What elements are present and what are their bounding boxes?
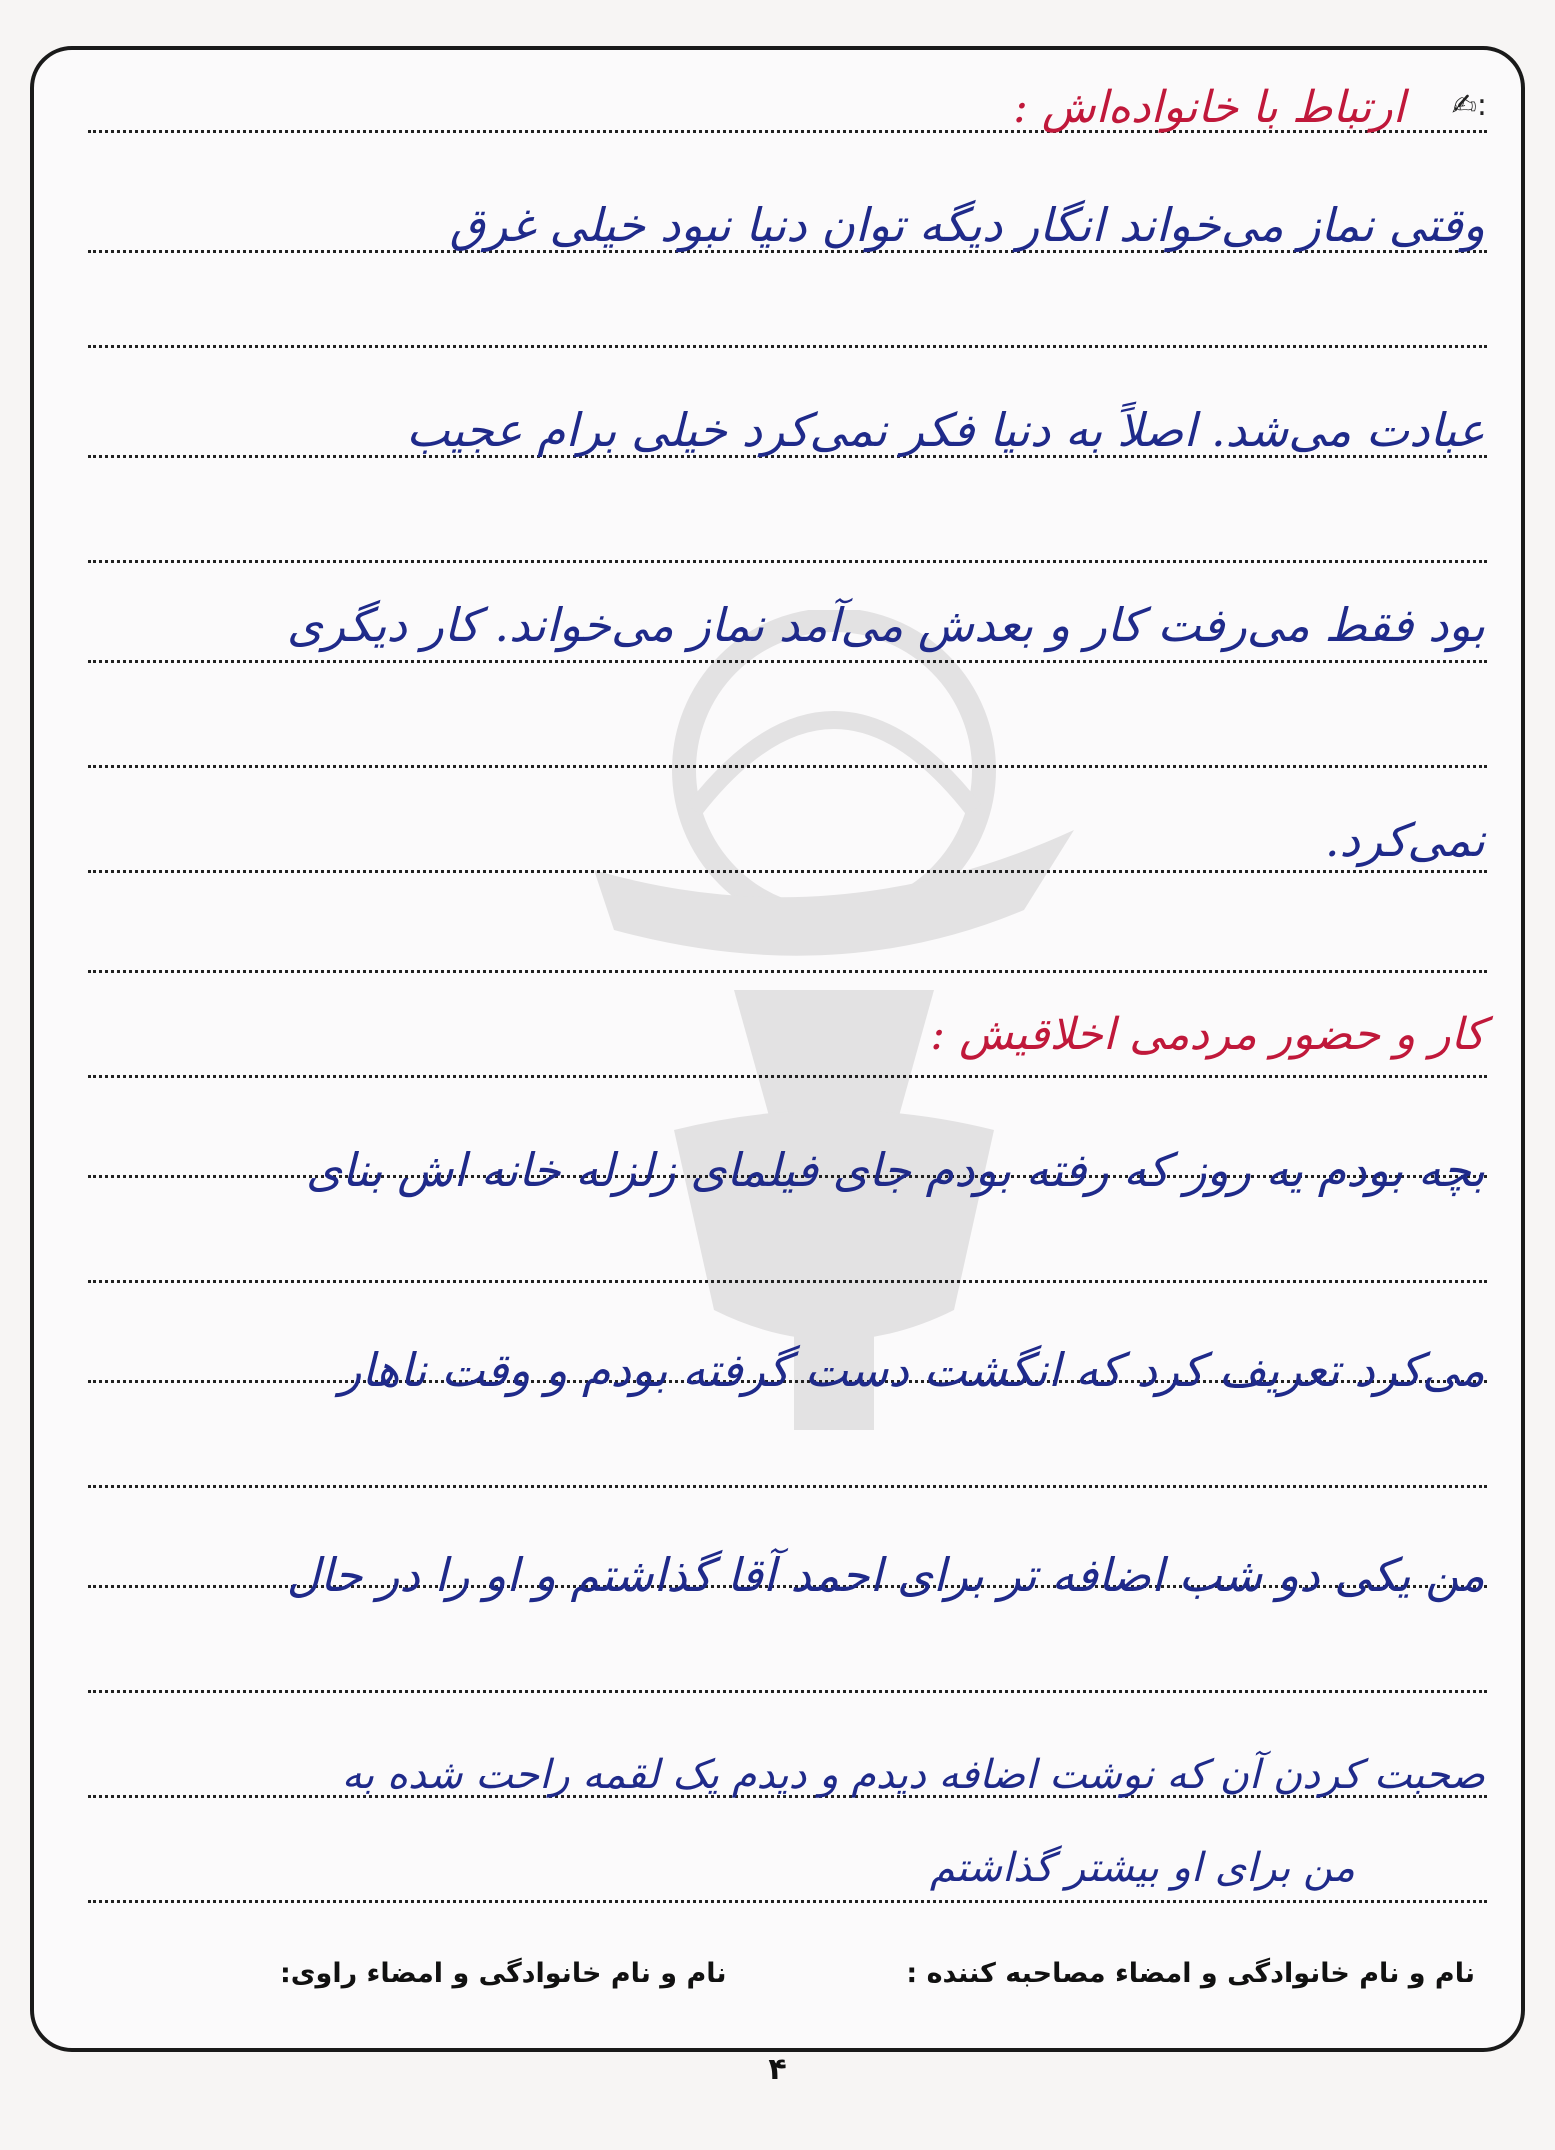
interviewer-signature-label: نام و نام خانوادگی و امضاء مصاحبه کننده : [906, 1958, 1475, 1989]
ruled-line [88, 660, 1487, 663]
ruled-line [88, 1900, 1487, 1903]
ruled-line [88, 765, 1487, 768]
pen-icon: ✍: [1451, 88, 1487, 123]
ruled-line [88, 1075, 1487, 1078]
ruled-line [88, 345, 1487, 348]
handwritten-line: وقتی نماز می‌خواند انگار دیگه توان دنیا نبود خیلی غرق [449, 198, 1485, 252]
narrator-signature-label: نام و نام خانوادگی و امضاء راوی: [280, 1958, 727, 1989]
ruled-line [88, 870, 1487, 873]
handwritten-line: عبادت می‌شد. اصلاً به دنیا فکر نمی‌کرد خیلی برام عجیب [406, 403, 1485, 457]
ruled-line [88, 560, 1487, 563]
handwritten-line: صحبت کردن آن که نوشت اضافه دیدم و دیدم یک لقمه راحت شده به [341, 1752, 1485, 1798]
page-number: ۴ [768, 2052, 787, 2087]
ruled-line [88, 970, 1487, 973]
ruled-line [88, 1485, 1487, 1488]
handwritten-line: من یکی دو شب اضافه تر برای احمد آقا گذاشتم و او را در حال [286, 1548, 1485, 1602]
ruled-line [88, 1690, 1487, 1693]
handwritten-line: من برای او بیشتر گذاشتم [929, 1845, 1355, 1891]
handwritten-line: نمی‌کرد. [1324, 813, 1485, 867]
handwritten-line: بود فقط می‌رفت کار و بعدش می‌آمد نماز می‌خواند. کار دیگری [286, 598, 1485, 652]
section-heading-work-ethics: کار و حضور مردمی اخلاقیش : [930, 1009, 1485, 1060]
section-heading-family-relations: ارتباط با خانواده‌اش : [1013, 82, 1405, 133]
handwritten-line: می‌کرد تعریف کرد که انگشت دست گرفته بودم و وقت ناهار [339, 1343, 1485, 1397]
handwritten-line: بچه بودم یه روز که رفته بودم جای فیلمای زلزله خانه اش بنای [305, 1143, 1485, 1197]
ruled-line [88, 1280, 1487, 1283]
